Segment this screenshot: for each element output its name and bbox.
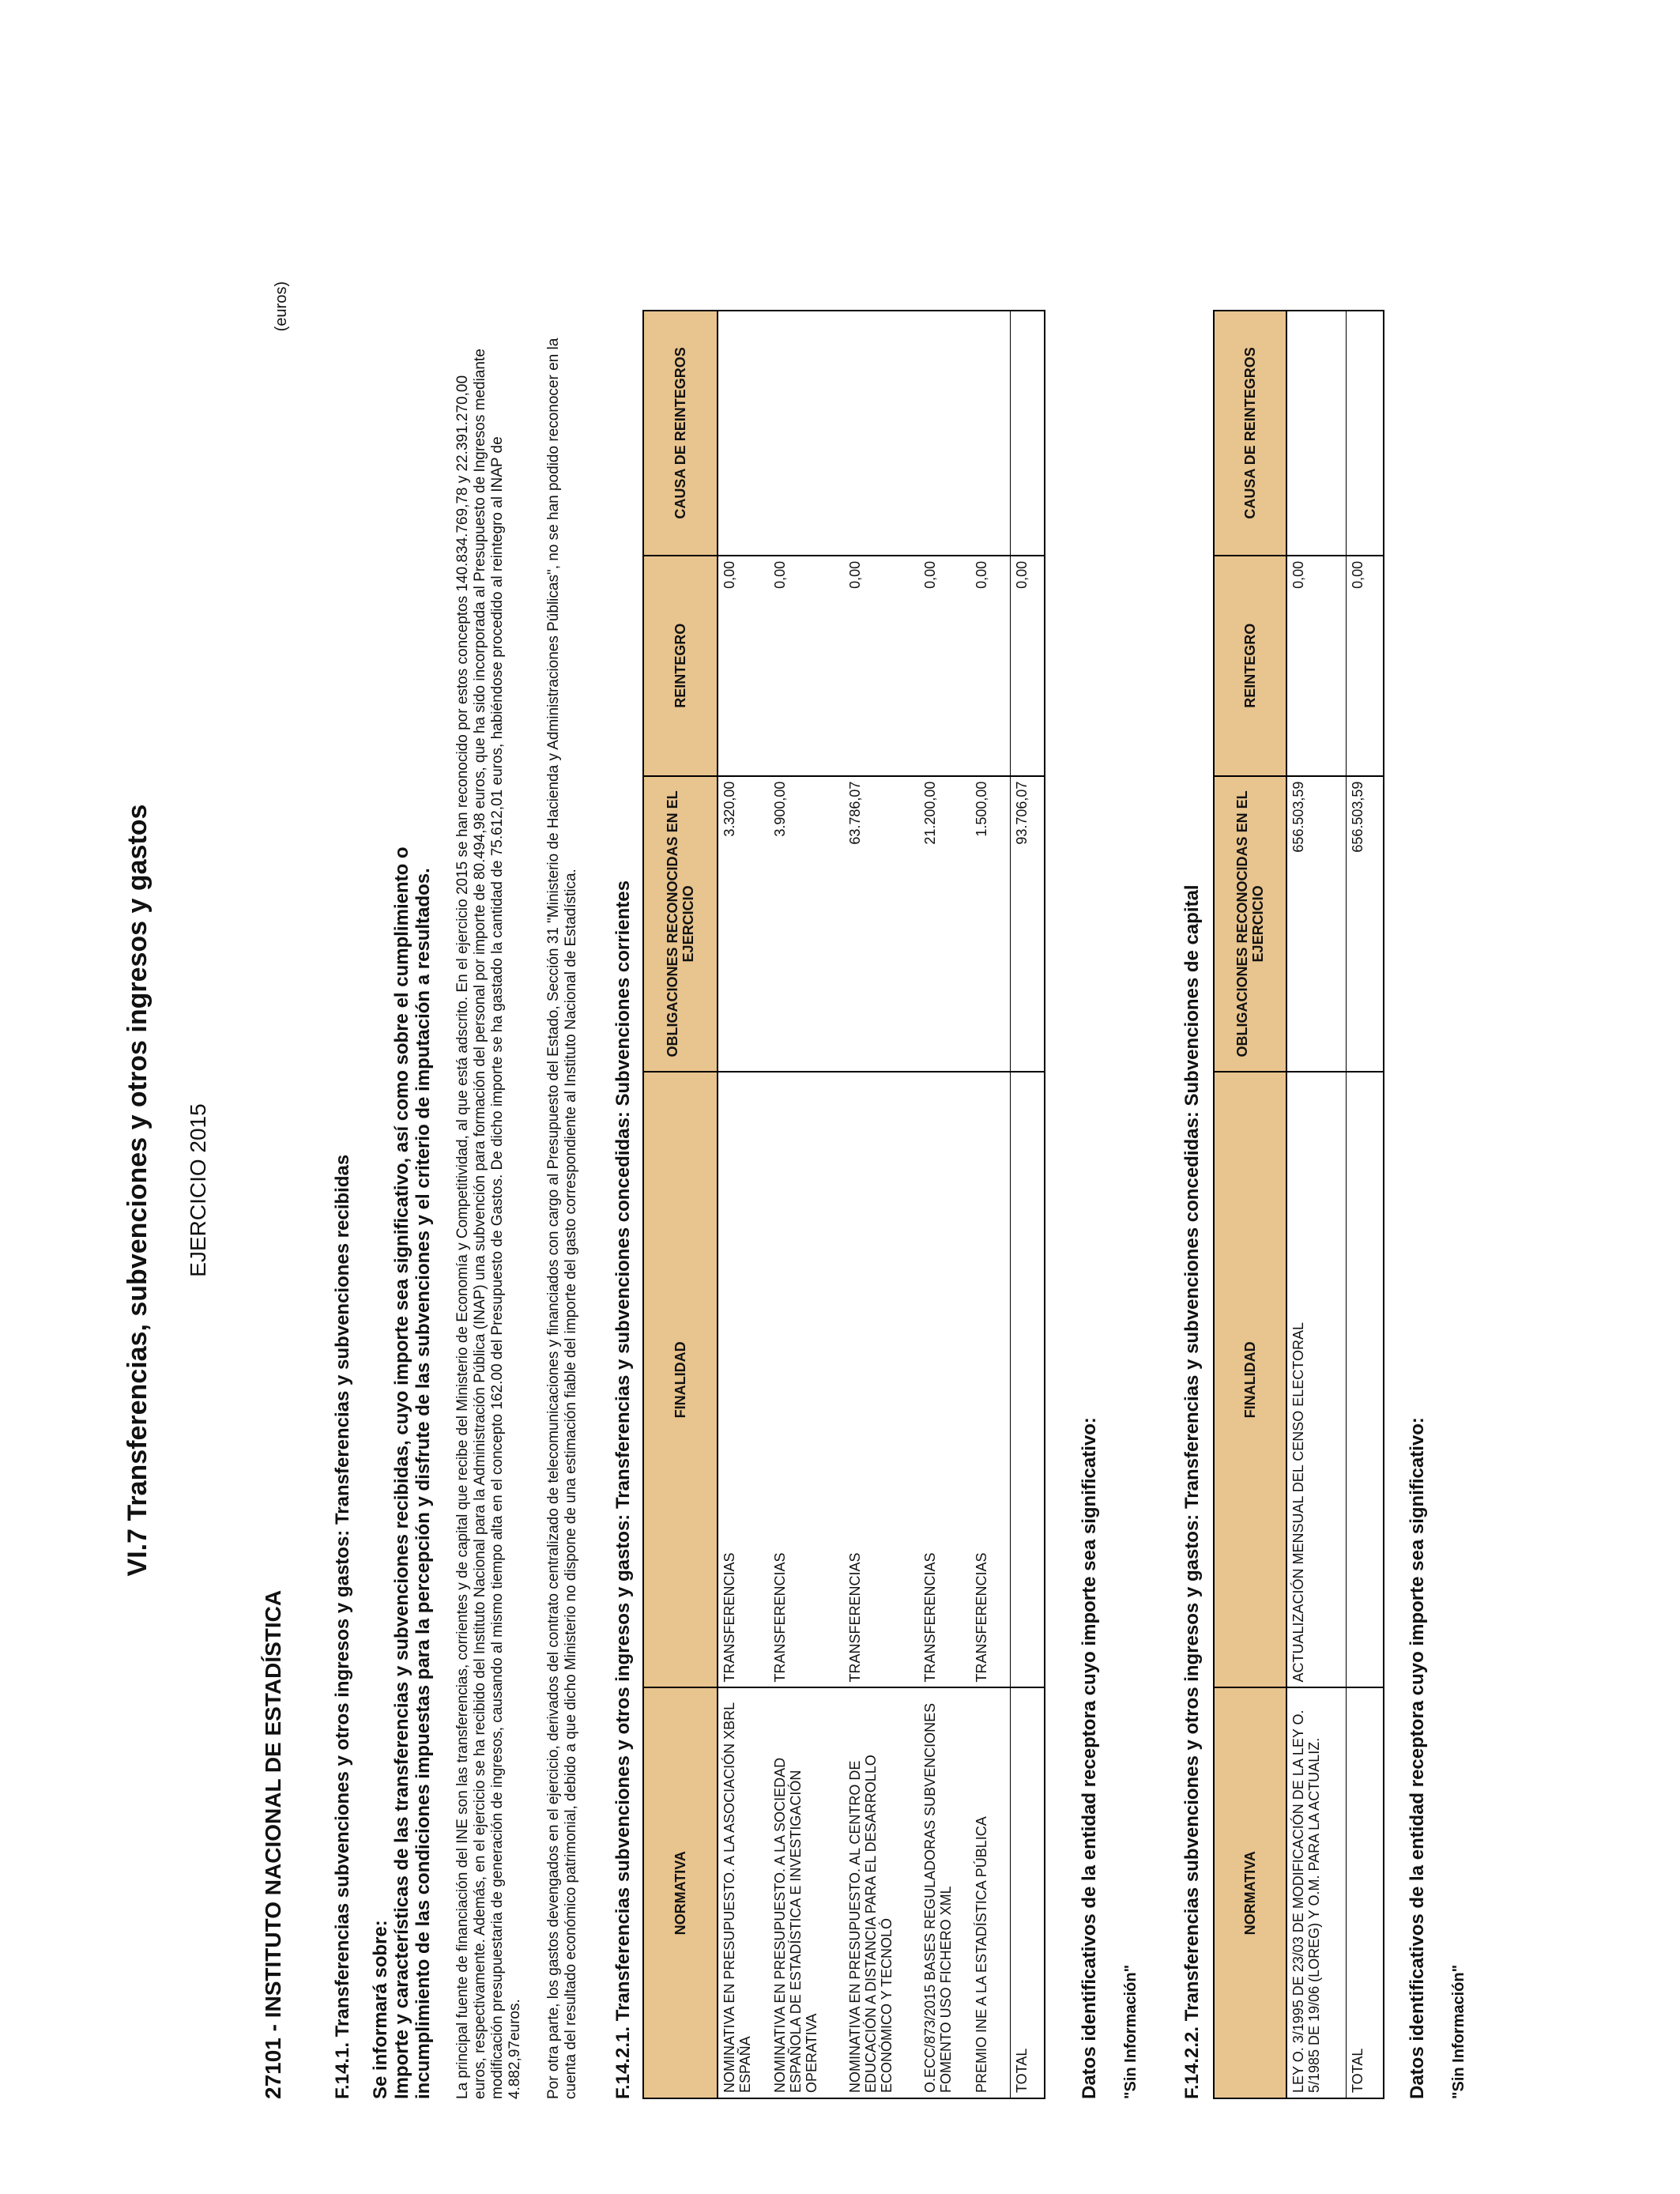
cell-reintegro: 0,00 [718,556,769,776]
total-row [1346,311,1384,2098]
total-reintegro: 0,00 [1346,556,1384,776]
corrientes-datos-label: Datos identificativos de la entidad receptora cuyo importe sea significativo: [1079,1417,1100,2099]
cell-causa [718,311,769,556]
cell-reintegro: 0,00 [1286,556,1346,776]
cell-causa [919,311,970,556]
cell-finalidad: TRANSFERENCIAS [919,1072,970,1687]
cell-normativa: NOMINATIVA EN PRESUPUESTO. A LA SOCIEDAD ESPAÑOLA DE ESTADÍSTICA E INVESTIGACIÓN OPERATIVA [769,1687,844,2098]
table-row [844,311,919,2098]
cell-obligaciones: 21.200,00 [919,776,970,1072]
total-row [1010,311,1045,2098]
cell-finalidad: ACTUALIZACIÓN MENSUAL DEL CENSO ELECTORAL [1286,1072,1346,1687]
cell-finalidad: TRANSFERENCIAS [718,1072,769,1687]
col-reintegro: REINTEGRO [643,556,718,776]
section-capital-heading: F.14.2.2. Transferencias subvenciones y otros ingresos y gastos: Transferencias y subvenciones concedidas: Subvenciones de capital [1181,884,1203,2099]
capital-datos-label: Datos identificativos de la entidad receptora cuyo importe sea significativo: [1407,1417,1428,2099]
cell-reintegro: 0,00 [919,556,970,776]
table-row [919,311,970,2098]
page-title: VI.7 Transferencias, subvenciones y otros ingresos y gastos [122,804,153,1577]
col-reintegro: REINTEGRO [1214,556,1286,776]
received-intro: Se informará sobre: [370,1920,391,2099]
col-causa: CAUSA DE REINTEGROS [643,311,718,556]
total-reintegro: 0,00 [1010,556,1045,776]
cell-normativa: O.ECC/873/2015 BASES REGULADORAS SUBVENCIONES FOMENTO USO FICHERO XML [919,1687,970,2098]
cell-finalidad: TRANSFERENCIAS [970,1072,1010,1687]
capital-table [1213,310,1384,2099]
total-label: TOTAL [1346,1687,1384,2098]
cell-obligaciones: 3.320,00 [718,776,769,1072]
total-obligaciones: 656.503,59 [1346,776,1384,1072]
col-causa: CAUSA DE REINTEGROS [1214,311,1286,556]
received-paragraph-2: Por otra parte, los gastos devengados en el ejercicio, derivados del contrato centralizado de telecomunicaciones y financiados con cargo al Presupuesto del Estado, Sección 31 "Ministerio de Hacienda y Administraciones Públicas", no se han podido reconocer en la cuenta del resultado económico patrimonial, debido a que dicho Ministerio no dispone de una estimación fiable del importe del gasto correspondiente al Instituto Nacional de Estadística. [545,337,579,2099]
section-corrientes-heading: F.14.2.1. Transferencias subvenciones y otros ingresos y gastos: Transferencias y subvenciones concedidas: Subvenciones corrientes [612,880,634,2099]
table-row [970,311,1010,2098]
cell-finalidad: TRANSFERENCIAS [844,1072,919,1687]
cell-obligaciones: 63.786,07 [844,776,919,1072]
cell-causa [1286,311,1346,556]
cell-causa [970,311,1010,556]
cell-normativa: LEY O. 3/1995 DE 23/03 DE MODIFICACIÓN DE LA LEY O. 5/1985 DE 19/06 (LOREG) Y O.M. PARA LA ACTUALIZ. [1286,1687,1346,2098]
units-label: (euros) [273,281,290,332]
cell-finalidad: TRANSFERENCIAS [769,1072,844,1687]
table-row [769,311,844,2098]
received-paragraph-1: La principal fuente de financiación del INE son las transferencias, corrientes y de capital que recibe del Ministerio de Economía y Competitividad, al que está adscrito. En el ejercicio 2015 se han reconocido por estos conceptos 140.834.769,78 y 22.391.270,00 euros, respectivamente. Además, en el ejercicio se ha recibido del Instituto Nacional para la Administración Pública (INAP) una subvención para formación del personal por importe de 80.494,98 euros, que ha sido incorporada al Presupuesto de Ingresos mediante modificación presupuestaria de generación de ingresos, causando al mismo tiempo alta en el concepto 162.00 del Presupuesto de Gastos. De dicho importe se ha gastado la cantidad de 75.612,01 euros, habiéndose procedido al reintegro al INAP de 4.882,97euros. [454,349,523,2099]
table-row [1286,311,1346,2098]
cell-obligaciones: 1.500,00 [970,776,1010,1072]
total-obligaciones: 93.706,07 [1010,776,1045,1072]
cell-normativa: PREMIO INE A LA ESTADÍSTICA PÚBLICA [970,1687,1010,2098]
total-label: TOTAL [1010,1687,1045,2098]
cell-causa [844,311,919,556]
col-obligaciones: OBLIGACIONES RECONOCIDAS EN EL EJERCICIO [643,776,718,1072]
fiscal-year: EJERCICIO 2015 [186,1103,210,1277]
cell-normativa: NOMINATIVA EN PRESUPUESTO. A LA ASOCIACIÓN XBRL ESPAÑA [718,1687,769,2098]
cell-obligaciones: 3.900,00 [769,776,844,1072]
received-detail: Importe y características de las transferencias y subvenciones recibidas, cuyo importe sea significativo, así como sobre el cumplimiento o incumplimiento de las condiciones impuestas para la percepción y disfrute de las subvenciones y el criterio de imputación a resultados. [391,846,434,2099]
cell-reintegro: 0,00 [970,556,1010,776]
section-received-heading: F.14.1. Transferencias subvenciones y otros ingresos y gastos: Transferencias y subvenciones recibidas [332,1154,353,2099]
col-finalidad: FINALIDAD [643,1072,718,1687]
table-row [718,311,769,2098]
col-obligaciones: OBLIGACIONES RECONOCIDAS EN EL EJERCICIO [1214,776,1286,1072]
capital-sin-informacion: "Sin Información" [1450,1964,1467,2099]
col-normativa: NORMATIVA [1214,1687,1286,2098]
cell-reintegro: 0,00 [769,556,844,776]
cell-causa [769,311,844,556]
cell-normativa: NOMINATIVA EN PRESUPUESTO. AL CENTRO DE EDUCACIÓN A DISTANCIA PARA EL DESARROLLO ECONÓMICO Y TECNOLÓ [844,1687,919,2098]
document-page [122,281,1545,2099]
cell-obligaciones: 656.503,59 [1286,776,1346,1072]
cell-reintegro: 0,00 [844,556,919,776]
col-normativa: NORMATIVA [643,1687,718,2098]
col-finalidad: FINALIDAD [1214,1072,1286,1687]
corrientes-table [642,310,1045,2099]
entity-name: 27101 - INSTITUTO NACIONAL DE ESTADÍSTICA [261,1589,285,2099]
corrientes-sin-informacion: "Sin Información" [1122,1964,1139,2099]
